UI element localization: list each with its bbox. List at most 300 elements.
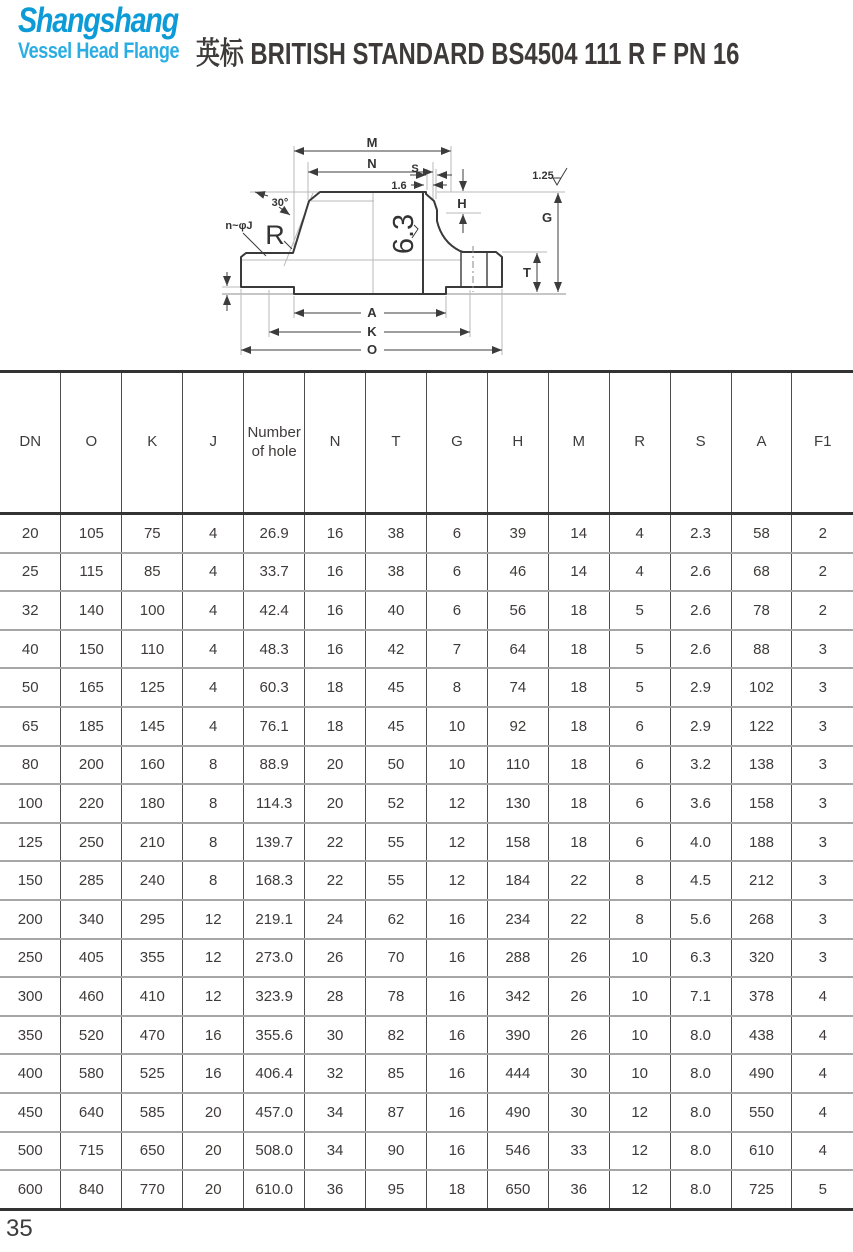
- table-cell: 150: [61, 630, 122, 669]
- table-cell: 406.4: [244, 1054, 305, 1093]
- table-cell: 40: [0, 630, 61, 669]
- table-cell: 250: [0, 939, 61, 978]
- table-cell: 180: [122, 784, 183, 823]
- table-cell: 16: [183, 1016, 244, 1055]
- table-cell: 18: [548, 746, 609, 785]
- table-cell: 36: [305, 1170, 366, 1209]
- table-cell: 8.0: [670, 1170, 731, 1209]
- table-cell: 6: [609, 746, 670, 785]
- table-row: [0, 900, 853, 939]
- table-cell: 4: [792, 977, 853, 1016]
- table-cell: 78: [731, 591, 792, 630]
- table-cell: 75: [122, 514, 183, 553]
- table-cell: 2.3: [670, 514, 731, 553]
- column-header: R: [609, 372, 670, 514]
- table-cell: 2: [792, 514, 853, 553]
- table-cell: 87: [366, 1093, 427, 1132]
- table-cell: 500: [0, 1132, 61, 1171]
- column-header: H: [487, 372, 548, 514]
- table-cell: 38: [366, 514, 427, 553]
- table-row: [0, 591, 853, 630]
- table-cell: 26: [548, 977, 609, 1016]
- table-cell: 2.6: [670, 630, 731, 669]
- table-cell: 4.0: [670, 823, 731, 862]
- table-cell: 105: [61, 514, 122, 553]
- table-cell: 610: [731, 1132, 792, 1171]
- dim-label-g: G: [541, 210, 553, 225]
- table-cell: 188: [731, 823, 792, 862]
- table-cell: 55: [366, 823, 427, 862]
- table-row: [0, 1170, 853, 1209]
- table-row: [0, 514, 853, 553]
- surface-finish-symbol-125: [553, 168, 567, 185]
- table-cell: 50: [366, 746, 427, 785]
- table-cell: 438: [731, 1016, 792, 1055]
- table-cell: 650: [122, 1132, 183, 1171]
- table-cell: 390: [487, 1016, 548, 1055]
- table-cell: 8: [183, 784, 244, 823]
- table-row: [0, 1016, 853, 1055]
- table-cell: 90: [366, 1132, 427, 1171]
- table-cell: 18: [548, 707, 609, 746]
- dim-label-s: S: [411, 163, 419, 175]
- flange-drawing: [0, 100, 853, 371]
- table-cell: 580: [61, 1054, 122, 1093]
- table-cell: 64: [487, 630, 548, 669]
- table-cell: 10: [426, 707, 487, 746]
- table-cell: 6: [426, 591, 487, 630]
- table-header-row: [0, 372, 853, 514]
- table-cell: 3: [792, 823, 853, 862]
- table-cell: 6: [609, 707, 670, 746]
- column-header: S: [670, 372, 731, 514]
- table-cell: 240: [122, 861, 183, 900]
- table-cell: 18: [548, 784, 609, 823]
- table-cell: 457.0: [244, 1093, 305, 1132]
- table-cell: 18: [548, 668, 609, 707]
- table-cell: 10: [426, 746, 487, 785]
- table-cell: 16: [305, 514, 366, 553]
- table-cell: 3.2: [670, 746, 731, 785]
- column-header: T: [366, 372, 427, 514]
- table-cell: 355.6: [244, 1016, 305, 1055]
- table-cell: 340: [61, 900, 122, 939]
- table-cell: 20: [305, 746, 366, 785]
- table-cell: 6: [609, 784, 670, 823]
- table-cell: 4: [609, 514, 670, 553]
- table-cell: 268: [731, 900, 792, 939]
- table-row: [0, 1093, 853, 1132]
- table-cell: 122: [731, 707, 792, 746]
- table-cell: 3: [792, 784, 853, 823]
- table-cell: 18: [305, 668, 366, 707]
- dim-label-h: H: [457, 196, 467, 211]
- table-cell: 30: [548, 1093, 609, 1132]
- table-cell: 20: [183, 1132, 244, 1171]
- table-cell: 12: [426, 823, 487, 862]
- table-cell: 210: [122, 823, 183, 862]
- table-cell: 220: [61, 784, 122, 823]
- dim-label-n: N: [367, 156, 377, 171]
- table-cell: 8.0: [670, 1054, 731, 1093]
- table-cell: 10: [609, 977, 670, 1016]
- table-cell: 18: [548, 823, 609, 862]
- table-row: [0, 823, 853, 862]
- table-cell: 56: [487, 591, 548, 630]
- table-cell: 250: [61, 823, 122, 862]
- table-cell: 640: [61, 1093, 122, 1132]
- table-cell: 2.9: [670, 668, 731, 707]
- dim-label-roughness: 6.3: [388, 213, 420, 255]
- table-cell: 342: [487, 977, 548, 1016]
- table-cell: 55: [366, 861, 427, 900]
- dim-label-30deg: 30°: [271, 197, 289, 209]
- table-cell: 82: [366, 1016, 427, 1055]
- column-header: M: [548, 372, 609, 514]
- table-cell: 8: [183, 861, 244, 900]
- column-header: Number of hole: [244, 372, 305, 514]
- table-cell: 12: [183, 939, 244, 978]
- table-cell: 12: [183, 900, 244, 939]
- column-header: O: [61, 372, 122, 514]
- table-cell: 85: [366, 1054, 427, 1093]
- table-cell: 273.0: [244, 939, 305, 978]
- table-cell: 2.9: [670, 707, 731, 746]
- table-cell: 8: [183, 823, 244, 862]
- column-header: N: [305, 372, 366, 514]
- table-cell: 14: [548, 514, 609, 553]
- table-cell: 7.1: [670, 977, 731, 1016]
- table-cell: 840: [61, 1170, 122, 1209]
- table-cell: 12: [609, 1093, 670, 1132]
- table-cell: 219.1: [244, 900, 305, 939]
- table-cell: 32: [305, 1054, 366, 1093]
- table-cell: 8.0: [670, 1132, 731, 1171]
- table-cell: 39: [487, 514, 548, 553]
- table-cell: 520: [61, 1016, 122, 1055]
- page-number: 35: [6, 1215, 33, 1242]
- table-cell: 16: [426, 1016, 487, 1055]
- table-cell: 6: [609, 823, 670, 862]
- table-cell: 2.6: [670, 553, 731, 592]
- table-cell: 32: [0, 591, 61, 630]
- table-cell: 74: [487, 668, 548, 707]
- table-cell: 52: [366, 784, 427, 823]
- table-row: [0, 939, 853, 978]
- dim-label-1-25: 1.25: [532, 170, 554, 182]
- table-cell: 185: [61, 707, 122, 746]
- table-cell: 12: [426, 784, 487, 823]
- table-cell: 7: [426, 630, 487, 669]
- table-cell: 2: [792, 591, 853, 630]
- table-cell: 22: [548, 861, 609, 900]
- table-cell: 26: [548, 939, 609, 978]
- table-cell: 490: [487, 1093, 548, 1132]
- table-cell: 28: [305, 977, 366, 1016]
- table-cell: 85: [122, 553, 183, 592]
- table-cell: 4: [792, 1093, 853, 1132]
- table-cell: 26.9: [244, 514, 305, 553]
- table-cell: 323.9: [244, 977, 305, 1016]
- table-cell: 114.3: [244, 784, 305, 823]
- table-cell: 285: [61, 861, 122, 900]
- table-cell: 26: [305, 939, 366, 978]
- table-cell: 12: [609, 1170, 670, 1209]
- dim-label-bolt-holes: n~φJ: [225, 220, 253, 232]
- table-cell: 125: [122, 668, 183, 707]
- dim-label-o: O: [366, 342, 378, 357]
- table-cell: 65: [0, 707, 61, 746]
- table-cell: 150: [0, 861, 61, 900]
- table-cell: 4: [183, 514, 244, 553]
- table-body: [0, 514, 853, 1210]
- table-cell: 350: [0, 1016, 61, 1055]
- table-cell: 8: [426, 668, 487, 707]
- table-cell: 410: [122, 977, 183, 1016]
- table-cell: 22: [305, 823, 366, 862]
- column-header: K: [122, 372, 183, 514]
- table-cell: 100: [122, 591, 183, 630]
- table-cell: 715: [61, 1132, 122, 1171]
- table-cell: 16: [305, 553, 366, 592]
- table-cell: 25: [0, 553, 61, 592]
- table-row: [0, 784, 853, 823]
- table-cell: 45: [366, 707, 427, 746]
- table-cell: 16: [426, 1054, 487, 1093]
- table-cell: 160: [122, 746, 183, 785]
- table-cell: 610.0: [244, 1170, 305, 1209]
- table-row: [0, 861, 853, 900]
- table-cell: 58: [731, 514, 792, 553]
- table-cell: 115: [61, 553, 122, 592]
- column-header: J: [183, 372, 244, 514]
- table-cell: 10: [609, 1016, 670, 1055]
- table-cell: 355: [122, 939, 183, 978]
- brand-subtitle: Vessel Head Flange: [18, 37, 180, 63]
- table-cell: 46: [487, 553, 548, 592]
- table-cell: 650: [487, 1170, 548, 1209]
- table-cell: 5: [609, 668, 670, 707]
- table-cell: 30: [548, 1054, 609, 1093]
- table-cell: 38: [366, 553, 427, 592]
- table-cell: 30: [305, 1016, 366, 1055]
- dimension-table: [0, 370, 853, 1211]
- table-cell: 102: [731, 668, 792, 707]
- table-cell: 78: [366, 977, 427, 1016]
- table-cell: 405: [61, 939, 122, 978]
- table-cell: 16: [426, 1093, 487, 1132]
- table-cell: 88: [731, 630, 792, 669]
- table-cell: 4: [609, 553, 670, 592]
- page-title: 英标 BRITISH STANDARD BS4504 111 R F PN 16: [196, 36, 740, 71]
- table-cell: 16: [426, 900, 487, 939]
- table-row: [0, 707, 853, 746]
- table-cell: 18: [548, 630, 609, 669]
- table-cell: 3: [792, 900, 853, 939]
- table-cell: 48.3: [244, 630, 305, 669]
- table-cell: 400: [0, 1054, 61, 1093]
- table-cell: 3: [792, 668, 853, 707]
- table-row: [0, 746, 853, 785]
- table-cell: 5.6: [670, 900, 731, 939]
- table-cell: 4: [183, 707, 244, 746]
- table-cell: 3: [792, 746, 853, 785]
- column-header: G: [426, 372, 487, 514]
- table-cell: 2: [792, 553, 853, 592]
- table-cell: 295: [122, 900, 183, 939]
- table-cell: 110: [122, 630, 183, 669]
- table-cell: 460: [61, 977, 122, 1016]
- table-cell: 378: [731, 977, 792, 1016]
- table-cell: 508.0: [244, 1132, 305, 1171]
- table-cell: 18: [548, 591, 609, 630]
- table-cell: 45: [366, 668, 427, 707]
- table-cell: 300: [0, 977, 61, 1016]
- table-cell: 12: [183, 977, 244, 1016]
- table-cell: 88.9: [244, 746, 305, 785]
- table-cell: 16: [305, 591, 366, 630]
- table-cell: 3: [792, 861, 853, 900]
- table-cell: 8: [609, 861, 670, 900]
- dim-label-m: M: [366, 135, 378, 150]
- table-cell: 600: [0, 1170, 61, 1209]
- table-cell: 4: [792, 1054, 853, 1093]
- table-cell: 4: [183, 668, 244, 707]
- table-cell: 3.6: [670, 784, 731, 823]
- table-cell: 34: [305, 1132, 366, 1171]
- table-cell: 34: [305, 1093, 366, 1132]
- table-cell: 8: [609, 900, 670, 939]
- table-cell: 70: [366, 939, 427, 978]
- table-cell: 5: [609, 630, 670, 669]
- table-cell: 10: [609, 939, 670, 978]
- table-cell: 550: [731, 1093, 792, 1132]
- table-cell: 4: [183, 591, 244, 630]
- table-cell: 16: [183, 1054, 244, 1093]
- table-cell: 320: [731, 939, 792, 978]
- table-cell: 100: [0, 784, 61, 823]
- table-cell: 68: [731, 553, 792, 592]
- table-cell: 10: [609, 1054, 670, 1093]
- table-cell: 42: [366, 630, 427, 669]
- table-cell: 36: [548, 1170, 609, 1209]
- table-cell: 184: [487, 861, 548, 900]
- column-header: F1: [792, 372, 853, 514]
- table-cell: 200: [61, 746, 122, 785]
- table-cell: 770: [122, 1170, 183, 1209]
- table-row: [0, 630, 853, 669]
- table-cell: 165: [61, 668, 122, 707]
- table-cell: 212: [731, 861, 792, 900]
- table-cell: 12: [609, 1132, 670, 1171]
- dim-label-a: A: [367, 305, 377, 320]
- table-cell: 234: [487, 900, 548, 939]
- column-header: DN: [0, 372, 61, 514]
- table-cell: 33.7: [244, 553, 305, 592]
- table-cell: 18: [426, 1170, 487, 1209]
- table-cell: 6: [426, 553, 487, 592]
- table-cell: 22: [548, 900, 609, 939]
- table-row: [0, 1054, 853, 1093]
- table-cell: 5: [792, 1170, 853, 1209]
- table-cell: 145: [122, 707, 183, 746]
- table-cell: 4: [792, 1132, 853, 1171]
- table-cell: 3: [792, 939, 853, 978]
- table-cell: 62: [366, 900, 427, 939]
- table-cell: 110: [487, 746, 548, 785]
- table-cell: 42.4: [244, 591, 305, 630]
- table-cell: 60.3: [244, 668, 305, 707]
- table-row: [0, 1132, 853, 1171]
- table-cell: 4: [183, 553, 244, 592]
- table-cell: 125: [0, 823, 61, 862]
- table-cell: 546: [487, 1132, 548, 1171]
- dim-label-k: K: [367, 324, 377, 339]
- table-cell: 525: [122, 1054, 183, 1093]
- table-cell: 16: [426, 939, 487, 978]
- table-cell: 3: [792, 630, 853, 669]
- table-cell: 2.6: [670, 591, 731, 630]
- dimension-labels: [225, 135, 553, 357]
- table-cell: 8: [183, 746, 244, 785]
- table-cell: 16: [305, 630, 366, 669]
- table-cell: 14: [548, 553, 609, 592]
- table-cell: 80: [0, 746, 61, 785]
- table-cell: 18: [305, 707, 366, 746]
- brand-name: Shangshang: [18, 1, 178, 40]
- table-cell: 33: [548, 1132, 609, 1171]
- table-cell: 50: [0, 668, 61, 707]
- table-row: [0, 977, 853, 1016]
- table-cell: 12: [426, 861, 487, 900]
- table-cell: 6.3: [670, 939, 731, 978]
- table-cell: 8.0: [670, 1016, 731, 1055]
- dim-label-r: R: [265, 220, 285, 250]
- table-cell: 16: [426, 977, 487, 1016]
- table-cell: 450: [0, 1093, 61, 1132]
- table-cell: 140: [61, 591, 122, 630]
- table-row: [0, 668, 853, 707]
- column-header: A: [731, 372, 792, 514]
- table-cell: 22: [305, 861, 366, 900]
- table-cell: 20: [305, 784, 366, 823]
- table-cell: 168.3: [244, 861, 305, 900]
- table-cell: 158: [731, 784, 792, 823]
- table-cell: 76.1: [244, 707, 305, 746]
- table-cell: 444: [487, 1054, 548, 1093]
- table-cell: 20: [21, 524, 39, 542]
- table-cell: 6: [426, 514, 487, 553]
- table-cell: 20: [183, 1170, 244, 1209]
- table-cell: 20: [183, 1093, 244, 1132]
- table-cell: 288: [487, 939, 548, 978]
- table-cell: 4.5: [670, 861, 731, 900]
- table-cell: 95: [366, 1170, 427, 1209]
- brand-logo: [18, 2, 203, 64]
- table-cell: 200: [0, 900, 61, 939]
- dim-label-t: T: [523, 265, 531, 280]
- table-cell: 16: [426, 1132, 487, 1171]
- table-cell: 585: [122, 1093, 183, 1132]
- table-cell: 725: [731, 1170, 792, 1209]
- table-cell: 24: [305, 900, 366, 939]
- table-row: [0, 553, 853, 592]
- table-cell: 40: [366, 591, 427, 630]
- table-cell: 3: [792, 707, 853, 746]
- table-cell: 4: [183, 630, 244, 669]
- table-cell: 8.0: [670, 1093, 731, 1132]
- dim-label-1-6: 1.6: [391, 180, 407, 192]
